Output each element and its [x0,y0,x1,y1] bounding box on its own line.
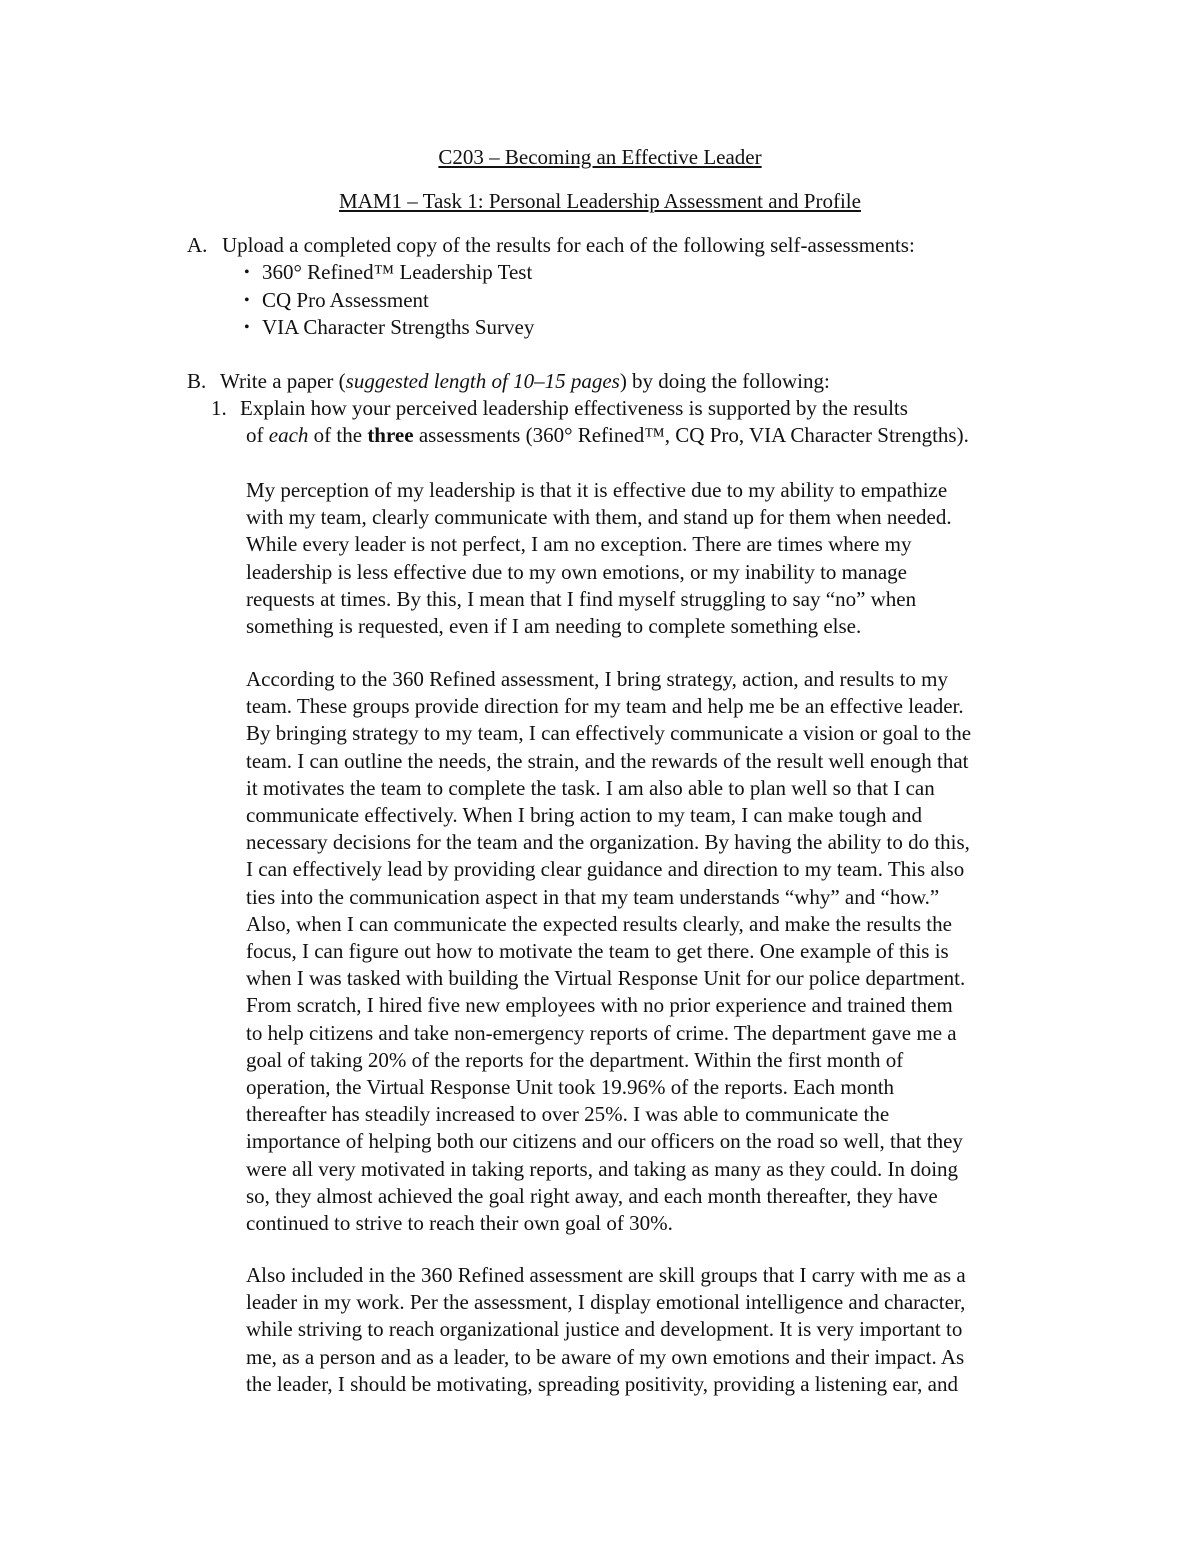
item-1-line1: Explain how your perceived leadership effectiveness is supported by the results [240,396,908,420]
document-title: C203 – Becoming an Effective Leader [438,145,762,169]
section-a-bullet: CQ Pro Assessment [262,288,429,312]
item-1-marker: 1. [211,396,227,420]
section-b-text: Write a paper (suggested length of 10–15 pages) by doing the following: [220,369,830,393]
item-1-line2: of each of the three assessments (360° Refined™, CQ Pro, VIA Character Strengths). [246,423,969,447]
bullet-icon: • [244,319,250,336]
paragraph-360-strategy: According to the 360 Refined assessment, I bring strategy, action, and results to my team. These groups provide direction for my team and help me be an effective leader. By bringing strategy to my team, I can effectively communicate a vision or goal to the team. I can outline the needs, the strain, and the rewards of the result well enough that it motivates the team to complete the task. I am also able to plan well so that I can communicate effectively. When I bring action to my team, I can make tough and necessary decisions for the team and the organization. By having the ability to do this, I can effectively lead by providing clear guidance and direction to my team. This also ties into the communication aspect in that my team understands “why” and “how.” Also, when I can communicate the expected results clearly, and make the results the focus, I can figure out how to motivate the team to get there. One example of this is when I was tasked with building the Virtual Response Unit for our police department. From scratch, I hired five new employees with no prior experience and trained them to help citizens and take non-emergency reports of crime. The department gave me a goal of taking 20% of the reports for the department. Within the first month of operation, the Virtual Response Unit took 19.96% of the reports. Each month thereafter has steadily increased to over 25%. I was able to communicate the importance of helping both our citizens and our officers on the road so well, that they were all very motivated in taking reports, and taking as many as they could. In doing so, they almost achieved the goal right away, and each month thereafter, they have continued to strive to reach their own goal of 30%. [246,667,972,1236]
section-a-text: Upload a completed copy of the results for each of the following self-assessments: [222,233,915,257]
section-a-bullet: 360° Refined™ Leadership Test [262,260,533,284]
document-subtitle: MAM1 – Task 1: Personal Leadership Assessment and Profile [339,189,861,213]
paragraph-360-skills: Also included in the 360 Refined assessment are skill groups that I carry with me as a leader in my work. Per the assessment, I display emotional intelligence and character, while striving to reach organizational justice and development. It is very important to me, as a person and as a leader, to be aware of my own emotions and their impact. As the leader, I should be motivating, spreading positivity, providing a listening ear, and [246,1263,966,1396]
section-b-italic: suggested length of 10–15 pages [345,369,620,393]
bullet-icon: • [244,264,250,281]
section-a-marker: A. [187,233,208,257]
section-a-bullet: VIA Character Strengths Survey [262,315,535,339]
section-b-marker: B. [187,369,207,393]
paragraph-perception: My perception of my leadership is that it is effective due to my ability to empathize with my team, clearly communicate with them, and stand up for them when needed. While every leader is not perfect, I am no exception. There are times where my leadership is less effective due to my own emotions, or my inability to manage requests at times. By this, I mean that I find myself struggling to say “no” when something is requested, even if I am needing to complete something else. [246,478,952,639]
bullet-icon: • [244,292,250,309]
